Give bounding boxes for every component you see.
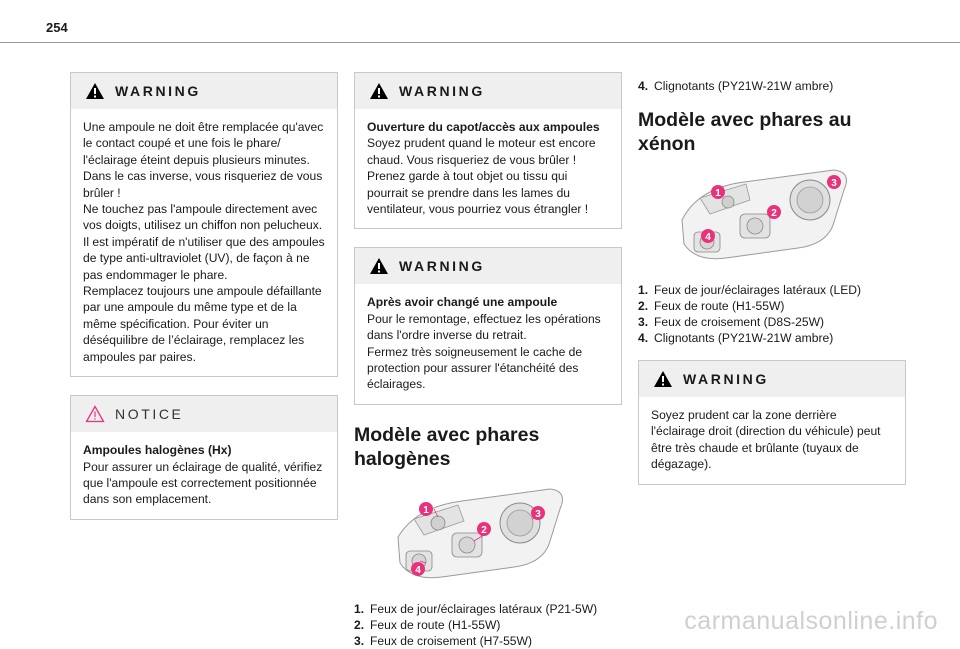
list-item-continued: [638, 78, 906, 94]
svg-text:3: 3: [831, 178, 837, 189]
callout-4: [411, 562, 425, 576]
item-text: Clignotants (PY21W-21W ambre): [654, 79, 834, 93]
top-rule: [0, 42, 960, 43]
notice-box-halogen: [70, 395, 338, 520]
notice-title: Ampoules halogènes (Hx): [83, 443, 232, 458]
warning-box-after-change: [354, 247, 622, 404]
warning-triangle-icon: [369, 257, 389, 275]
notice-label: NOTICE: [115, 406, 184, 423]
notice-body: [71, 432, 337, 519]
item-number: 3.: [638, 315, 649, 329]
warning-label: WARNING: [399, 258, 485, 275]
warning-paragraph: Fermez très soigneusement le cache de protection pour assurer l'étanchéité des éclairages.: [367, 344, 583, 392]
svg-text:4: 4: [705, 232, 711, 243]
item-text: Feux de croisement (H7-55W): [370, 633, 532, 648]
warning-box-hood: [354, 72, 622, 229]
page-number: 254: [46, 20, 68, 35]
list-item: [638, 282, 906, 298]
halogen-headlamp-illustration: [354, 479, 622, 591]
warning-header: [639, 361, 905, 397]
list-item: [354, 617, 622, 633]
warning-triangle-icon: [85, 82, 105, 100]
item-number: 4.: [638, 331, 649, 345]
item-text: Feux de croisement (D8S-25W): [654, 315, 825, 329]
svg-text:1: 1: [715, 188, 721, 199]
warning-text: Soyez prudent quand le moteur est encore chaud. Vous risqueriez de vous brûler ! Prenez garde à tout objet ou tissu qui pourrait se prendre dans les lames du ventilateur, vous pourriez vous étrangler !: [367, 136, 596, 217]
callout-1: [419, 502, 433, 516]
warning-header: [355, 73, 621, 109]
warning-title: Après avoir changé une ampoule: [367, 295, 558, 310]
item-text: Clignotants (PY21W-21W ambre): [654, 331, 834, 345]
section-title-halogen: Modèle avec phares halogènes: [354, 423, 540, 470]
column-1: [70, 72, 338, 538]
svg-text:2: 2: [481, 524, 487, 536]
callout-1: [711, 185, 725, 199]
item-text: Feux de route (H1-55W): [654, 299, 785, 313]
item-number: 2.: [354, 617, 365, 632]
column-3: [638, 78, 906, 503]
warning-body: [639, 397, 905, 484]
item-number: 4.: [638, 79, 649, 93]
warning-label: WARNING: [399, 83, 485, 99]
warning-header: [71, 73, 337, 109]
warning-paragraph: Dans le cas inverse, vous risqueriez de vous brûler !: [83, 169, 323, 200]
callout-3: [531, 506, 545, 520]
xenon-headlamp-illustration: [638, 162, 906, 272]
xenon-bulb-list: [638, 282, 906, 346]
item-number: 1.: [354, 601, 365, 616]
warning-triangle-icon: [653, 370, 673, 388]
warning-box-hot-zone: [638, 360, 906, 485]
warning-box-bulb-replacement: [70, 72, 338, 377]
warning-label: WARNING: [683, 371, 769, 387]
warning-title: Ouverture du capot/accès aux ampoules: [367, 120, 600, 134]
notice-triangle-icon: [85, 405, 105, 423]
item-text: Feux de jour/éclairages latéraux (LED): [654, 283, 862, 297]
callout-2: [477, 522, 491, 536]
svg-text:4: 4: [415, 564, 421, 576]
list-item: [638, 298, 906, 314]
item-number: 3.: [354, 633, 365, 648]
section-title-xenon: Modèle avec phares au xénon: [638, 109, 852, 155]
halogen-bulb-list: [354, 601, 622, 649]
warning-body: [355, 109, 621, 228]
warning-paragraph: Pour le remontage, effectuez les opérations dans l'ordre inverse du retrait.: [367, 311, 601, 343]
warning-body: [355, 284, 621, 403]
headlamp-drawing: [354, 479, 622, 591]
callout-3: [827, 175, 841, 189]
warning-header: [355, 248, 621, 284]
warning-paragraph: Ne touchez pas l'ampoule directement avec vos doigts, utilisez un chiffon non pelucheux.: [83, 202, 323, 233]
watermark: carmanualsonline.info: [684, 607, 938, 635]
item-number: 2.: [638, 299, 649, 313]
list-item: [354, 633, 622, 649]
column-2: [354, 72, 622, 649]
warning-paragraph: Il est impératif de n'utiliser que des ampoules de type anti-ultraviolet (UV), de façon à ne pas endommager le phare.: [83, 234, 325, 282]
svg-text:1: 1: [423, 504, 429, 516]
item-number: 1.: [638, 283, 649, 297]
list-item: [638, 314, 906, 330]
notice-text: Pour assurer un éclairage de qualité, vérifiez que l'ampoule est correctement positionnée dans son emplacement.: [83, 459, 323, 507]
item-text: Feux de jour/éclairages latéraux (P21-5W): [370, 601, 598, 616]
warning-label: WARNING: [115, 83, 201, 99]
svg-text:3: 3: [535, 508, 541, 520]
callout-4: [701, 229, 715, 243]
list-item: [638, 330, 906, 346]
item-text: Feux de route (H1-55W): [370, 617, 501, 632]
warning-triangle-icon: [369, 82, 389, 100]
warning-text: Soyez prudent car la zone derrière l'éclairage droit (direction du véhicule) peut être très chaude et brûlante (tuyaux de dégazage).: [651, 408, 881, 472]
svg-text:2: 2: [771, 208, 777, 219]
warning-paragraph: Remplacez toujours une ampoule défaillante par une ampoule du même type et de la même spécification. Pour éviter un déséquilibre de l’éclairage, remplacez les ampoules par paires.: [83, 284, 322, 364]
warning-paragraph: Une ampoule ne doit être remplacée qu'avec le contact coupé et une fois le phare/ l'éclairage éteint depuis plusieurs minutes.: [83, 120, 324, 167]
callout-2: [767, 205, 781, 219]
notice-header: [71, 396, 337, 432]
list-item: [354, 601, 622, 617]
warning-body: [71, 109, 337, 376]
headlamp-drawing: [638, 162, 906, 272]
